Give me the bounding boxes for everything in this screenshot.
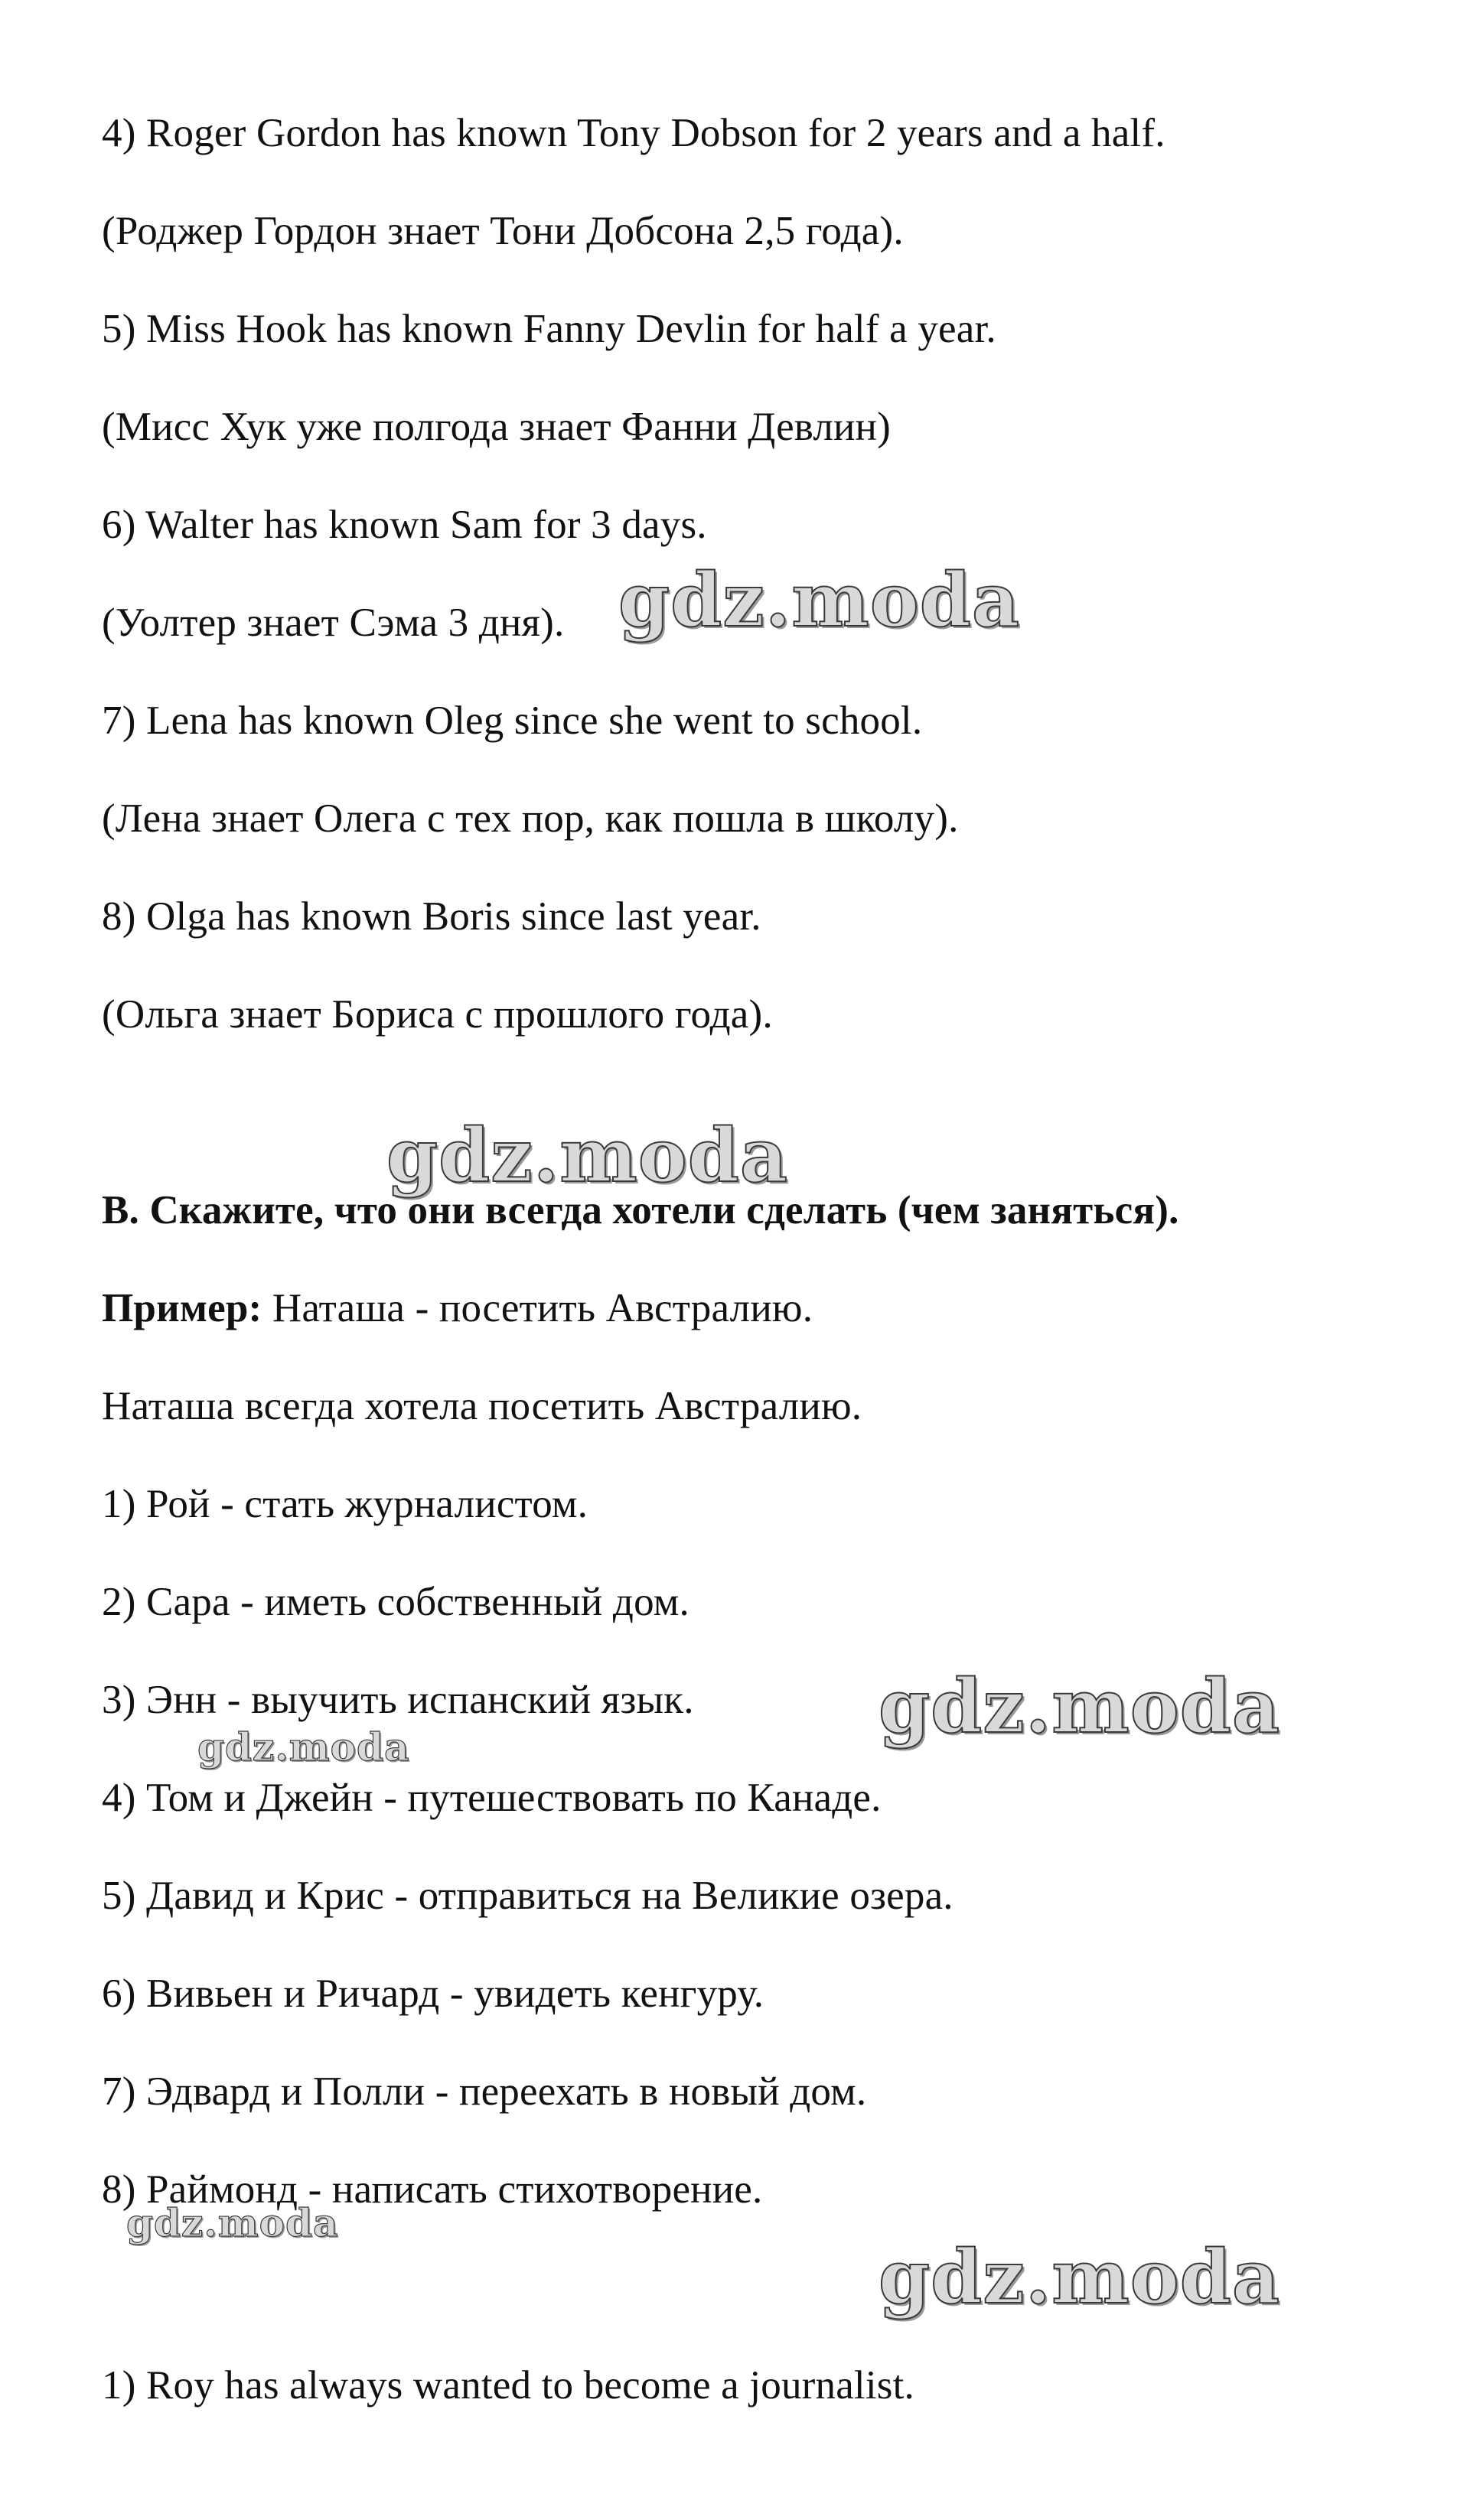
watermark-logo-5: gdz.moda — [126, 2200, 339, 2245]
text-line-3: 5) Miss Hook has known Fanny Devlin for half a year. — [102, 307, 996, 351]
watermark-logo-1: gdz.moda — [618, 557, 1021, 643]
watermark-logo-2: gdz.moda — [386, 1112, 789, 1199]
text-line-8: (Лена знает Олега с тех пор, как пошла в школу). — [102, 796, 959, 841]
task-heading: B. Скажите, что они всегда хотели сделать (чем заняться). — [102, 1188, 1179, 1232]
answer-line-1: 1) Roy has always wanted to become a journalist. — [102, 2363, 914, 2408]
task-item-1: 1) Рой - стать журналистом. — [102, 1482, 588, 1526]
text-line-9: 8) Olga has known Boris since last year. — [102, 894, 761, 939]
task-item-2: 2) Сара - иметь собственный дом. — [102, 1580, 689, 1624]
task-item-8: 8) Раймонд - написать стихотворение. — [102, 2167, 763, 2212]
task-item-7: 7) Эдвард и Полли - переехать в новый дом. — [102, 2069, 867, 2114]
watermark-logo-6: gdz.moda — [879, 2234, 1281, 2320]
task-item-4: 4) Том и Джейн - путешествовать по Канаде. — [102, 1776, 882, 1820]
text-line-1: 4) Roger Gordon has known Tony Dobson for 2 years and a half. — [102, 111, 1165, 155]
task-item-6: 6) Вивьен и Ричард - увидеть кенгуру. — [102, 1971, 764, 2016]
text-line-7: 7) Lena has known Oleg since she went to school. — [102, 698, 923, 743]
text-line-10: (Ольга знает Бориса с прошлого года). — [102, 992, 773, 1037]
example-text: Наташа - посетить Австралию. — [262, 1286, 813, 1330]
text-line-2: (Роджер Гордон знает Тони Добсона 2,5 года). — [102, 209, 904, 253]
task-item-5: 5) Давид и Крис - отправиться на Великие озера. — [102, 1874, 954, 1918]
example-answer: Наташа всегда хотела посетить Австралию. — [102, 1384, 862, 1428]
text-line-5: 6) Walter has known Sam for 3 days. — [102, 503, 707, 547]
example-label: Пример: — [102, 1286, 262, 1330]
task-item-3: 3) Энн - выучить испанский язык. — [102, 1678, 694, 1722]
example-line — [102, 1284, 813, 1333]
watermark-logo-4: gdz.moda — [197, 1724, 410, 1770]
text-line-6: (Уолтер знает Сэма 3 дня). — [102, 601, 565, 645]
watermark-logo-3: gdz.moda — [879, 1663, 1281, 1750]
text-line-4: (Мисс Хук уже полгода знает Фанни Девлин) — [102, 405, 891, 449]
